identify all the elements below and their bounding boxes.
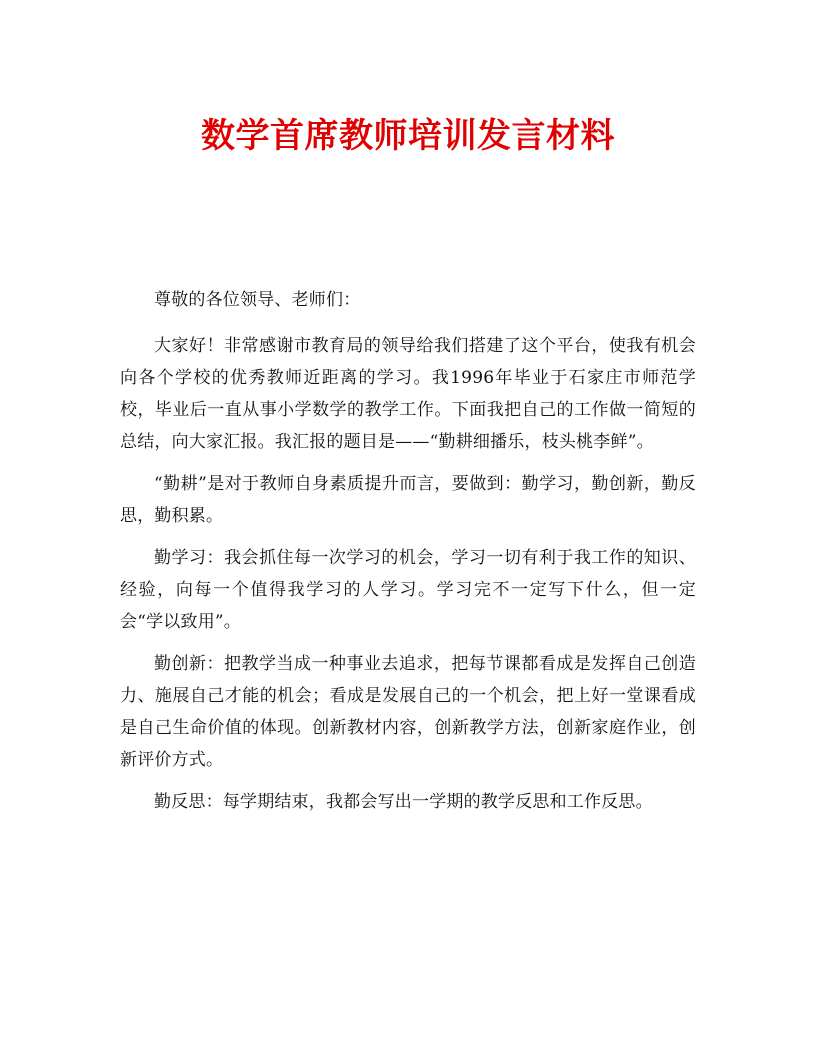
diligent-innovation-paragraph: 勤创新：把教学当成一种事业去追求，把每节课都看成是发挥自己创造力、施展自己才能的机会；看成是发展自己的一个机会，把上好一堂课看成是自己生命价值的体现。创新教材内容，创新教学方法，创新家庭作业，创新评价方式。	[120, 654, 696, 770]
greeting-paragraph: 大家好！非常感谢市教育局的领导给我们搭建了这个平台，使我有机会向各个学校的优秀教师近距离的学习。我1996年毕业于石家庄市师范学校，毕业后一直从事小学数学的教学工作。下面我把自己的工作做一简短的总结，向大家汇报。我汇报的题目是——“勤耕细播乐，枝头桃李鲜”。	[120, 336, 696, 452]
diligent-learning-paragraph: 勤学习：我会抓住每一次学习的机会，学习一切有利于我工作的知识、经验，向每一个值得我学习的人学习。学习完不一定写下什么，但一定会“学以致用”。	[120, 548, 696, 632]
diligent-reflection-paragraph: 勤反思：每学期结束，我都会写出一学期的教学反思和工作反思。	[154, 792, 653, 812]
document-body	[120, 284, 696, 828]
diligent-cultivation-paragraph: “勤耕”是对于教师自身素质提升而言，要做到：勤学习，勤创新，勤反思，勤积累。	[120, 474, 696, 526]
document-title: 数学首席教师培训发言材料	[201, 116, 615, 156]
salutation-paragraph: 尊敬的各位领导、老师们：	[154, 290, 361, 310]
